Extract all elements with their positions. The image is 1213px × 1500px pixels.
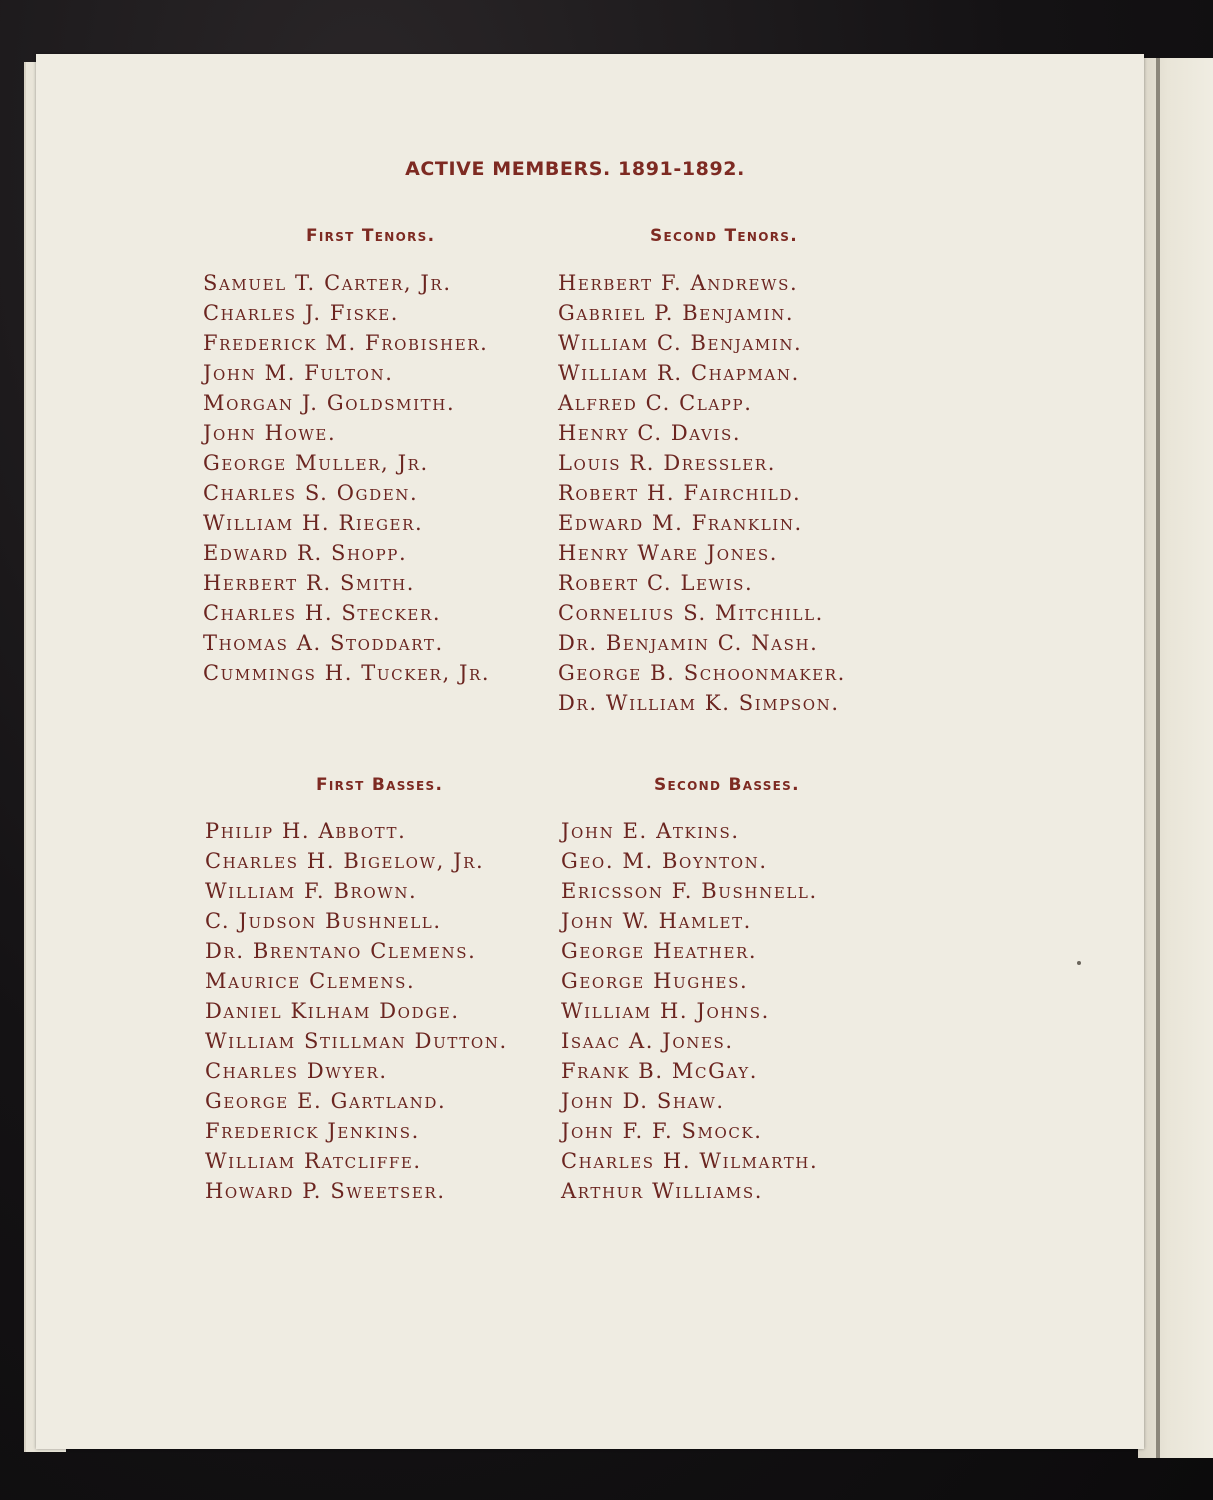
member-name: Charles H. Wilmarth. — [561, 1149, 819, 1173]
member-name: Robert H. Fairchild. — [558, 481, 802, 505]
member-name: William H. Rieger. — [203, 511, 424, 535]
page-speck — [1077, 961, 1081, 965]
member-name: Arthur Williams. — [561, 1179, 763, 1203]
first-basses-heading: First Basses. — [316, 775, 444, 795]
member-name: Isaac A. Jones. — [561, 1029, 734, 1053]
member-name: George Heather. — [561, 939, 758, 963]
first-tenors-heading: First Tenors. — [306, 226, 436, 246]
member-name: Henry C. Davis. — [558, 421, 742, 445]
member-name: Ericsson F. Bushnell. — [561, 879, 818, 903]
member-name: Dr. William K. Simpson. — [558, 691, 840, 715]
member-name: Edward M. Franklin. — [558, 511, 803, 535]
member-name: William H. Johns. — [561, 999, 770, 1023]
member-name: Philip H. Abbott. — [205, 819, 407, 843]
member-name: George B. Schoonmaker. — [558, 661, 846, 685]
member-name: William C. Benjamin. — [558, 331, 803, 355]
binding-gutter — [1156, 58, 1160, 1458]
member-name: John Howe. — [203, 421, 337, 445]
member-name: Charles J. Fiske. — [203, 301, 400, 325]
member-name: Louis R. Dressler. — [558, 451, 776, 475]
member-name: Charles H. Bigelow, Jr. — [205, 849, 485, 873]
member-name: John D. Shaw. — [561, 1089, 725, 1113]
member-name: John F. F. Smock. — [561, 1119, 763, 1143]
facing-page-edge — [1138, 58, 1213, 1458]
member-name: Frederick Jenkins. — [205, 1119, 420, 1143]
member-name: Morgan J. Goldsmith. — [203, 391, 456, 415]
member-name: William Stillman Dutton. — [205, 1029, 508, 1053]
member-name: John W. Hamlet. — [561, 909, 752, 933]
member-name: Daniel Kilham Dodge. — [205, 999, 460, 1023]
member-name: William F. Brown. — [205, 879, 418, 903]
first-basses-list — [205, 816, 508, 1206]
member-name: William Ratcliffe. — [205, 1149, 422, 1173]
member-name: Henry Ware Jones. — [558, 541, 779, 565]
member-name: Frank B. McGay. — [561, 1059, 759, 1083]
member-name: Edward R. Shopp. — [203, 541, 408, 565]
first-tenors-list — [203, 268, 490, 688]
member-name: Dr. Brentano Clemens. — [205, 939, 477, 963]
member-name: Maurice Clemens. — [205, 969, 416, 993]
member-name: Gabriel P. Benjamin. — [558, 301, 795, 325]
member-name: Frederick M. Frobisher. — [203, 331, 489, 355]
member-name: William R. Chapman. — [558, 361, 800, 385]
page-title: ACTIVE MEMBERS. 1891-1892. — [405, 158, 745, 180]
member-name: Cornelius S. Mitchill. — [558, 601, 824, 625]
member-name: George Hughes. — [561, 969, 749, 993]
member-name: Herbert R. Smith. — [203, 571, 416, 595]
second-tenors-heading: Second Tenors. — [650, 226, 798, 246]
member-name: Herbert F. Andrews. — [558, 271, 799, 295]
member-name: Howard P. Sweetser. — [205, 1179, 446, 1203]
member-name: Charles Dwyer. — [205, 1059, 388, 1083]
member-name: Cummings H. Tucker, Jr. — [203, 661, 491, 685]
member-name: Samuel T. Carter, Jr. — [203, 271, 452, 295]
member-name: Charles H. Stecker. — [203, 601, 442, 625]
second-basses-heading: Second Basses. — [654, 775, 800, 795]
member-name: Charles S. Ogden. — [203, 481, 419, 505]
member-name: Geo. M. Boynton. — [561, 849, 768, 873]
second-tenors-list — [558, 268, 846, 718]
member-name: George Muller, Jr. — [203, 451, 429, 475]
member-name: John M. Fulton. — [203, 361, 394, 385]
member-name: George E. Gartland. — [205, 1089, 447, 1113]
member-name: Thomas A. Stoddart. — [203, 631, 444, 655]
member-name: Robert C. Lewis. — [558, 571, 754, 595]
document-page — [36, 54, 1144, 1449]
second-basses-list — [561, 816, 818, 1206]
member-name: Dr. Benjamin C. Nash. — [558, 631, 819, 655]
member-name: C. Judson Bushnell. — [205, 909, 442, 933]
member-name: Alfred C. Clapp. — [558, 391, 753, 415]
member-name: John E. Atkins. — [561, 819, 740, 843]
